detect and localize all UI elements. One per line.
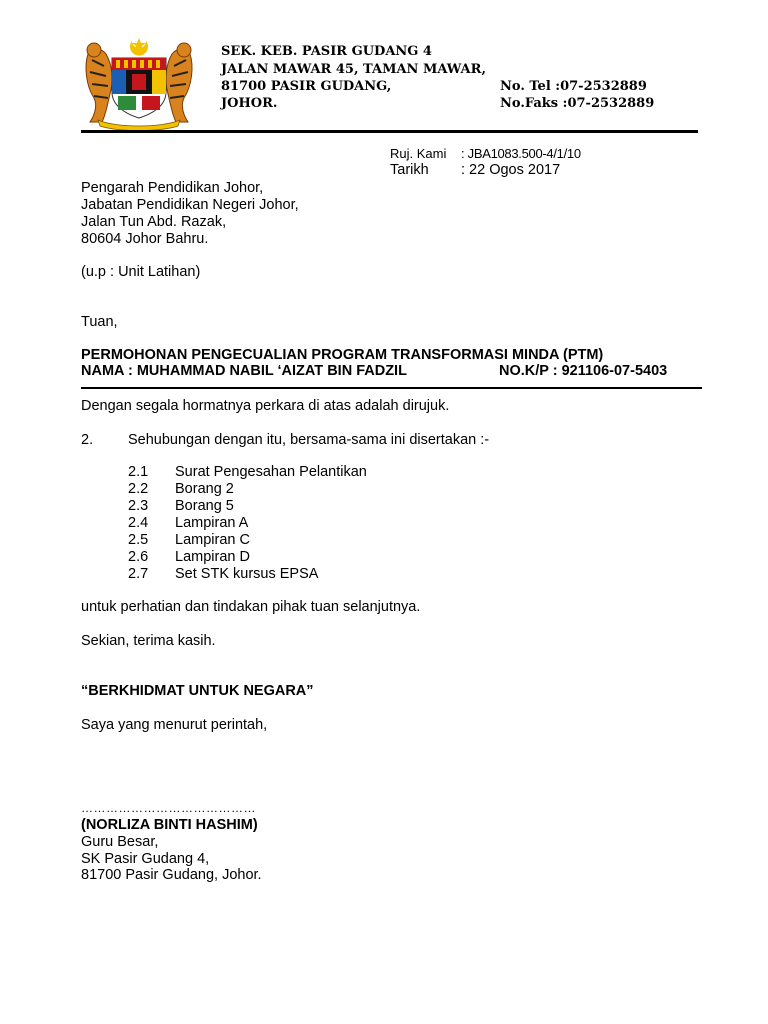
school-address-line-2: 81700 PASIR GUDANG,	[221, 79, 392, 94]
motto: “BERKHIDMAT UNTUK NEGARA”	[81, 683, 314, 699]
recipient-line: 80604 Johor Bahru.	[81, 231, 209, 247]
fax-number: 07-2532889	[567, 96, 655, 111]
reference-label: Ruj. Kami	[390, 146, 447, 161]
recipient-line: Pengarah Pendidikan Johor,	[81, 180, 264, 196]
malaysia-coat-of-arms-logo	[80, 36, 198, 130]
signature-line: ……………………………………	[81, 801, 256, 815]
list-item-number: 2.2	[128, 481, 149, 497]
subject-ic-number: NO.K/P : 921106-07-5403	[499, 363, 668, 379]
telephone-label: No. Tel :	[500, 79, 561, 94]
list-item-number: 2.6	[128, 549, 149, 565]
list-item-text: Lampiran A	[175, 515, 249, 531]
school-address-line-3: JOHOR.	[221, 96, 278, 111]
signatory-name: (NORLIZA BINTI HASHIM)	[81, 817, 258, 833]
list-item-number: 2.7	[128, 566, 149, 582]
list-item-text: Borang 2	[175, 481, 234, 497]
school-name: SEK. KEB. PASIR GUDANG 4	[221, 44, 432, 59]
paragraph-1: Dengan segala hormatnya perkara di atas adalah dirujuk.	[81, 398, 450, 414]
signatory-title: Guru Besar,	[81, 834, 159, 850]
reference-value: : JBA1083.500-4/1/10	[461, 146, 581, 161]
telephone	[500, 78, 647, 96]
fax	[500, 95, 654, 113]
subject-title: PERMOHONAN PENGECUALIAN PROGRAM TRANSFORMASI MINDA (PTM)	[81, 347, 604, 363]
paragraph-2-text: Sehubungan dengan itu, bersama-sama ini disertakan :-	[128, 432, 490, 448]
paragraph-3: untuk perhatian dan tindakan pihak tuan selanjutnya.	[81, 599, 421, 615]
list-item-text: Surat Pengesahan Pelantikan	[175, 464, 367, 480]
paragraph-4: Sekian, terima kasih.	[81, 633, 216, 649]
list-item-number: 2.1	[128, 464, 149, 480]
fax-label: No.Faks :	[500, 96, 568, 111]
signatory-address: 81700 Pasir Gudang, Johor.	[81, 867, 262, 883]
closing: Saya yang menurut perintah,	[81, 717, 268, 733]
date-value: : 22 Ogos 2017	[461, 162, 561, 178]
list-item-number: 2.4	[128, 515, 149, 531]
recipient-line: Jalan Tun Abd. Razak,	[81, 214, 227, 230]
signatory-organisation: SK Pasir Gudang 4,	[81, 851, 210, 867]
list-item-number: 2.5	[128, 532, 149, 548]
date-label: Tarikh	[390, 162, 429, 178]
telephone-number: 07-2532889	[560, 79, 647, 94]
list-item-text: Lampiran D	[175, 549, 250, 565]
list-item-text: Borang 5	[175, 498, 234, 514]
recipient-line: Jabatan Pendidikan Negeri Johor,	[81, 197, 299, 213]
school-address-line-1: JALAN MAWAR 45, TAMAN MAWAR,	[221, 62, 486, 77]
attention-line: (u.p : Unit Latihan)	[81, 264, 201, 280]
list-item-text: Set STK kursus EPSA	[175, 566, 319, 582]
subject-name: NAMA : MUHAMMAD NABIL ‘AIZAT BIN FADZIL	[81, 363, 407, 379]
list-item-number: 2.3	[128, 498, 149, 514]
header-divider	[81, 130, 698, 133]
list-item-text: Lampiran C	[175, 532, 250, 548]
salutation: Tuan,	[81, 314, 118, 330]
subject-underline	[81, 387, 702, 389]
paragraph-2-number: 2.	[81, 432, 94, 448]
